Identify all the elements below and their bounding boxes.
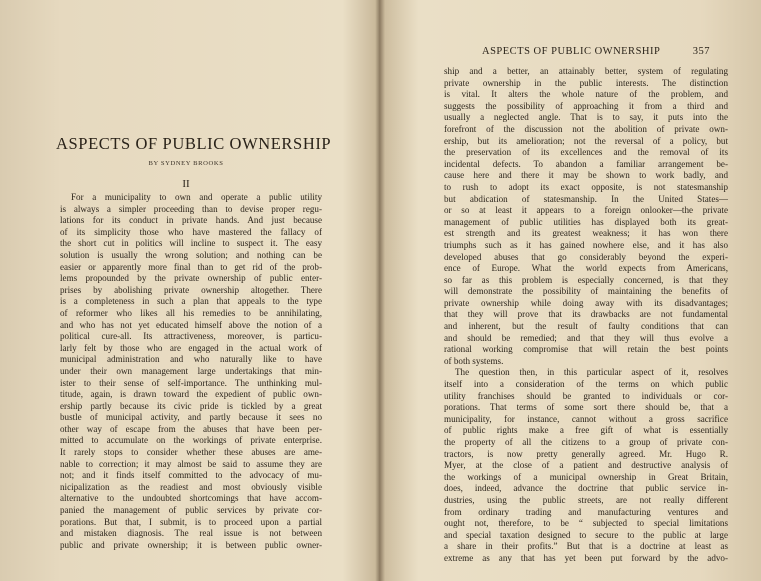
text-line: municipal administration and who naturally like to have — [60, 354, 322, 365]
text-line: The question then, in this particular aspect of it, resolves — [455, 367, 728, 378]
text-line: rational working compromise that will retain the best points — [444, 344, 728, 355]
text-line: suggests the possibility of approaching it from a third and — [444, 100, 728, 111]
text-line: is always a simpler proceeding than to devise proper regu- — [60, 203, 322, 214]
text-line: private ownership while doing away with its disadvantages; — [444, 297, 728, 308]
text-line: of reformer who likes all his remedies to be annihilating, — [60, 307, 322, 318]
text-line: the short cut in politics will incline to suspect it. The easy — [60, 238, 322, 249]
text-line: incidental defects. To abandon a familiar arrangement be- — [444, 158, 728, 169]
right-page — [380, 0, 761, 581]
text-line: nicipalization as the readiest and most obviously visible — [60, 481, 322, 492]
text-line: ence of Europe. What the world expects from Americans, — [444, 263, 728, 274]
text-line: est strength and its greatest weakness; it has won there — [444, 228, 728, 239]
text-line: itself into a consideration of the terms on which public — [444, 379, 728, 390]
text-line: but abdication of statesmanship. In the United States— — [444, 193, 728, 204]
section-number: II — [182, 178, 190, 190]
article-title: ASPECTS OF PUBLIC OWNERSHIP — [56, 134, 332, 153]
text-line: a share in their profits.” But that is a doctrine at least as — [444, 541, 728, 552]
author-byline: BY SYDNEY BROOKS — [148, 160, 224, 167]
text-line: the property of all the citizens to a group of private con- — [444, 437, 728, 447]
text-line: and special taxation designed to secure to the public at large — [444, 529, 728, 540]
text-line: to rush to adopt its exact opposite, is not statesmanship — [444, 181, 728, 192]
text-line: forefront of the discussion not the abolition of private own- — [444, 123, 728, 134]
text-line: private ownership in the public interests. The distinction — [444, 77, 728, 88]
text-line: usually a neglected angle. That is to say, it puts into the — [444, 112, 728, 123]
text-line: titude, again, is drawn toward the expedient of public own- — [60, 389, 322, 400]
text-line: extreme as any that has yet been put forward by the advo- — [444, 552, 728, 563]
text-line: management of public utilities has displayed both its great- — [444, 216, 728, 227]
running-head — [482, 46, 710, 57]
left-body-text — [60, 192, 322, 551]
text-line: lations for its conduct in private hands. And just because — [60, 215, 322, 226]
text-line: tractors, is now pretty generally agreed. Mr. Hugo R. — [444, 448, 728, 459]
text-line: is a completeness in such a plan that appeals to the type — [60, 296, 322, 307]
text-line: of its simplicity those who have mastered the fallacy of — [60, 226, 322, 237]
left-page — [0, 0, 370, 581]
text-line: cause here and there it may be shown to work badly, and — [444, 170, 728, 181]
text-line: Myer, at the close of a patient and destructive analysis of — [444, 460, 728, 471]
text-line: porations. But that, I submit, is to proceed upon a partial — [60, 516, 322, 527]
text-line: of public rights make a free gift of what is essentially — [444, 425, 728, 436]
text-line: from ordinary trading and manufacturing ventures and — [444, 506, 728, 517]
text-line: is vital. It alters the whole nature of the problem, and — [444, 89, 728, 100]
text-line: utility franchises should be granted to individuals or cor- — [444, 390, 728, 401]
text-line: alternative to the undoubted shortcomings that have accom- — [60, 493, 322, 504]
text-line: will demonstrate the possibility of maintaining the benefits of — [444, 286, 728, 297]
text-line: mitted to accumulate on the workings of private enterprise. — [60, 435, 322, 446]
text-line: porations. That terms of some sort there should be, that a — [444, 402, 728, 413]
text-line: ership, but its amelioration; not the reversal of a policy, but — [444, 135, 728, 146]
text-line: larly felt by those who are engaged in the actual work of — [60, 342, 322, 353]
text-line: other way of escape from the abuses that have been per- — [60, 423, 322, 434]
text-line: and who has not yet educated himself above the notion of a — [60, 319, 322, 330]
text-line: the preservation of its excellences and the removal of its — [444, 147, 728, 158]
text-line: nable to correction; it may almost be said to assume they are — [60, 458, 322, 469]
text-line: dustries, using the public streets, are not really different — [444, 494, 728, 505]
running-head-title: ASPECTS OF PUBLIC OWNERSHIP — [482, 46, 661, 57]
text-line: For a municipality to own and operate a public utility — [71, 192, 322, 202]
text-line: or so at least it appears to a foreign onlooker—the private — [444, 205, 728, 216]
text-line: ought not, therefore, to be “ subjected to special limitations — [444, 518, 728, 529]
text-line: ship and a better, an attainably better, system of regulating — [444, 66, 728, 76]
text-line: so far as this problem is especially concerned, is that they — [444, 274, 728, 285]
text-line: and inherent, but the result of faulty conditions that can — [444, 321, 728, 332]
text-line: ership partly because its civic pride is tickled by a great — [60, 400, 322, 411]
right-body-text — [444, 66, 728, 565]
text-line: under their own management large undertakings that min- — [60, 365, 322, 376]
page-number: 357 — [692, 46, 710, 57]
text-line: public and private ownership; it is between public owner- — [60, 539, 322, 550]
text-line: does, indeed, advance the doctrine that public service in- — [444, 483, 728, 494]
text-line: prises by abolishing private ownership altogether. There — [60, 284, 322, 295]
text-line: solution is usually the wrong solution; and nothing can be — [60, 249, 322, 260]
text-line: and mistaken diagnosis. The real issue is not between — [60, 528, 322, 539]
text-line: political cure-all. Its attractiveness, moreover, is particu- — [60, 331, 322, 342]
text-line: the workings of a municipal ownership in Great Britain, — [444, 471, 728, 482]
text-line: municipality, for instance, cannot without a gross sacrifice — [444, 413, 728, 424]
text-line: panied the management of public services by private cor- — [60, 505, 322, 516]
text-line: triumphs such as it has gained nowhere else, and it has also — [444, 239, 728, 250]
text-line: easier or apparently more final than to get rid of the prob- — [60, 261, 322, 272]
text-line: that they will prove that its drawbacks are not fundamental — [444, 309, 728, 320]
text-line: lems propounded by the private ownership of public enter- — [60, 273, 322, 284]
text-line: bustle of municipal activity, and partly because it sees no — [60, 412, 322, 423]
text-line: developed abuses that go considerably beyond the experi- — [444, 251, 728, 262]
text-line: It rarely stops to consider whether these abuses are ame- — [60, 447, 322, 458]
text-line: and should be remedied; and that they will thus evolve a — [444, 332, 728, 343]
text-line: ister to their sense of self-importance. The unthinking mul- — [60, 377, 322, 388]
text-line: not; and it finds itself committed to the advocacy of mu- — [60, 470, 322, 481]
text-line: of both systems. — [444, 355, 504, 366]
